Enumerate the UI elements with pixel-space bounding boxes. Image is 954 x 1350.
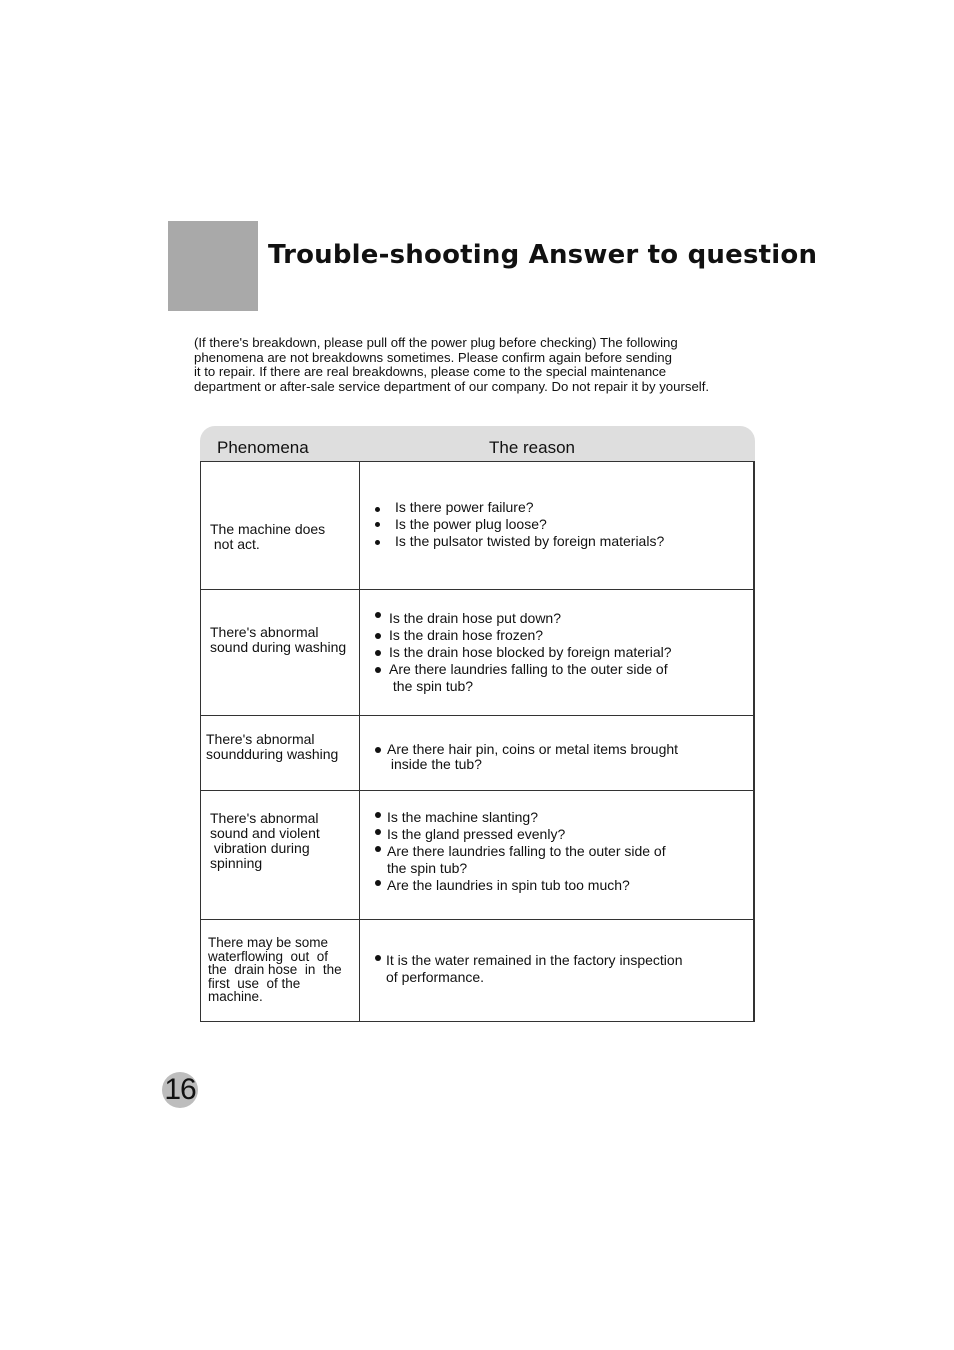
reason-text: It is the water remained in the factory inspection (386, 952, 683, 968)
reason-list (375, 499, 664, 550)
reason-list (375, 610, 672, 695)
reason-item (375, 826, 666, 843)
reason-item (375, 610, 672, 627)
phenomenon-line: first use of the (208, 975, 301, 991)
phenomenon-line: soundduring washing (206, 746, 339, 762)
phenomenon-line: sound during washing (210, 639, 347, 655)
bullet-icon (375, 633, 381, 639)
reason-text: Is the drain hose blocked by foreign material? (389, 644, 672, 660)
reason-text: of performance. (386, 969, 485, 985)
table-header (200, 426, 755, 462)
page-number: 16 (162, 1072, 198, 1108)
reason-continuation (375, 678, 672, 695)
reason-text: the spin tub? (389, 678, 474, 694)
phenomenon-line: There's abnormal (210, 810, 319, 826)
reason-text: Is there power failure? (395, 499, 534, 515)
phenomenon-line: the drain hose in the (208, 962, 342, 977)
header-gray-block (168, 221, 258, 311)
phenomenon-cell (206, 732, 338, 762)
column-header-phenomena: Phenomena (217, 438, 309, 457)
phenomenon-line: vibration during (210, 840, 310, 856)
bullet-icon (375, 812, 381, 818)
bullet-icon (375, 612, 381, 618)
bullet-icon (375, 747, 381, 753)
phenomenon-line: waterflowing out of (208, 948, 329, 964)
reason-item (375, 533, 664, 550)
bullet-icon (375, 667, 381, 673)
reason-continuation (375, 860, 666, 877)
reason-item (375, 952, 682, 969)
reason-item (375, 499, 664, 516)
column-header-reason: The reason (489, 438, 575, 457)
row-divider (201, 589, 754, 590)
intro-line: (If there's breakdown, please pull off the power plug before checking) The following (194, 335, 678, 350)
reason-text: Is the drain hose frozen? (389, 627, 544, 643)
reason-continuation (375, 756, 678, 773)
reason-text: Is the pulsator twisted by foreign materials? (395, 533, 665, 549)
phenomenon-cell (210, 522, 325, 552)
intro-line: phenomena are not breakdowns sometimes. Please confirm again before sending (194, 349, 672, 365)
reason-list (375, 809, 666, 894)
phenomenon-line: not act. (210, 536, 260, 552)
phenomenon-line: machine. (208, 989, 263, 1004)
reason-item (375, 644, 672, 661)
phenomenon-line: The machine does (210, 521, 326, 537)
row-divider (201, 790, 754, 791)
bullet-icon (375, 846, 381, 852)
reason-item (375, 809, 666, 826)
reason-item (375, 877, 666, 894)
reason-item (375, 516, 664, 533)
reason-text: Is the power plug loose? (395, 516, 547, 532)
intro-line: department or after-sale service department of our company. Do not repair it by yourself. (194, 378, 710, 394)
phenomenon-cell (210, 811, 320, 871)
reason-text: Is the gland pressed evenly? (387, 826, 566, 842)
intro-paragraph (194, 336, 759, 394)
phenomenon-line: There's abnormal (206, 731, 315, 747)
reason-text: Is the machine slanting? (387, 809, 538, 825)
reason-list (375, 952, 682, 986)
reason-text: Is the drain hose put down? (389, 610, 562, 626)
row-divider (201, 715, 754, 716)
bullet-icon (375, 880, 381, 886)
phenomenon-line: There's abnormal (210, 624, 319, 640)
phenomenon-line: There may be some (208, 935, 329, 950)
phenomenon-cell (210, 625, 346, 655)
reason-list (375, 741, 678, 773)
reason-text: Are there laundries falling to the outer side of (387, 843, 666, 859)
bullet-icon (375, 955, 381, 961)
phenomenon-line: spinning (210, 855, 263, 871)
reason-item (375, 661, 672, 678)
intro-line: it to repair. If there are real breakdowns, please come to the special maintenance (194, 364, 667, 380)
reason-text: inside the tub? (387, 756, 482, 772)
reason-text: Are there hair pin, coins or metal items brought (387, 741, 679, 757)
bullet-icon (375, 829, 381, 835)
row-divider (201, 919, 754, 920)
column-divider (359, 462, 360, 1021)
bullet-icon (375, 507, 380, 512)
page-title: Trouble-shooting Answer to question (268, 240, 818, 270)
phenomenon-line: sound and violent (210, 825, 320, 841)
reason-continuation (375, 969, 682, 986)
reason-text: Are there laundries falling to the outer side of (389, 661, 668, 677)
bullet-icon (375, 522, 380, 527)
phenomenon-cell (208, 936, 342, 1004)
bullet-icon (375, 540, 380, 545)
reason-item (375, 843, 666, 860)
reason-text: Are the laundries in spin tub too much? (387, 877, 630, 893)
bullet-icon (375, 650, 381, 656)
reason-text: the spin tub? (387, 860, 468, 876)
reason-item (375, 627, 672, 644)
